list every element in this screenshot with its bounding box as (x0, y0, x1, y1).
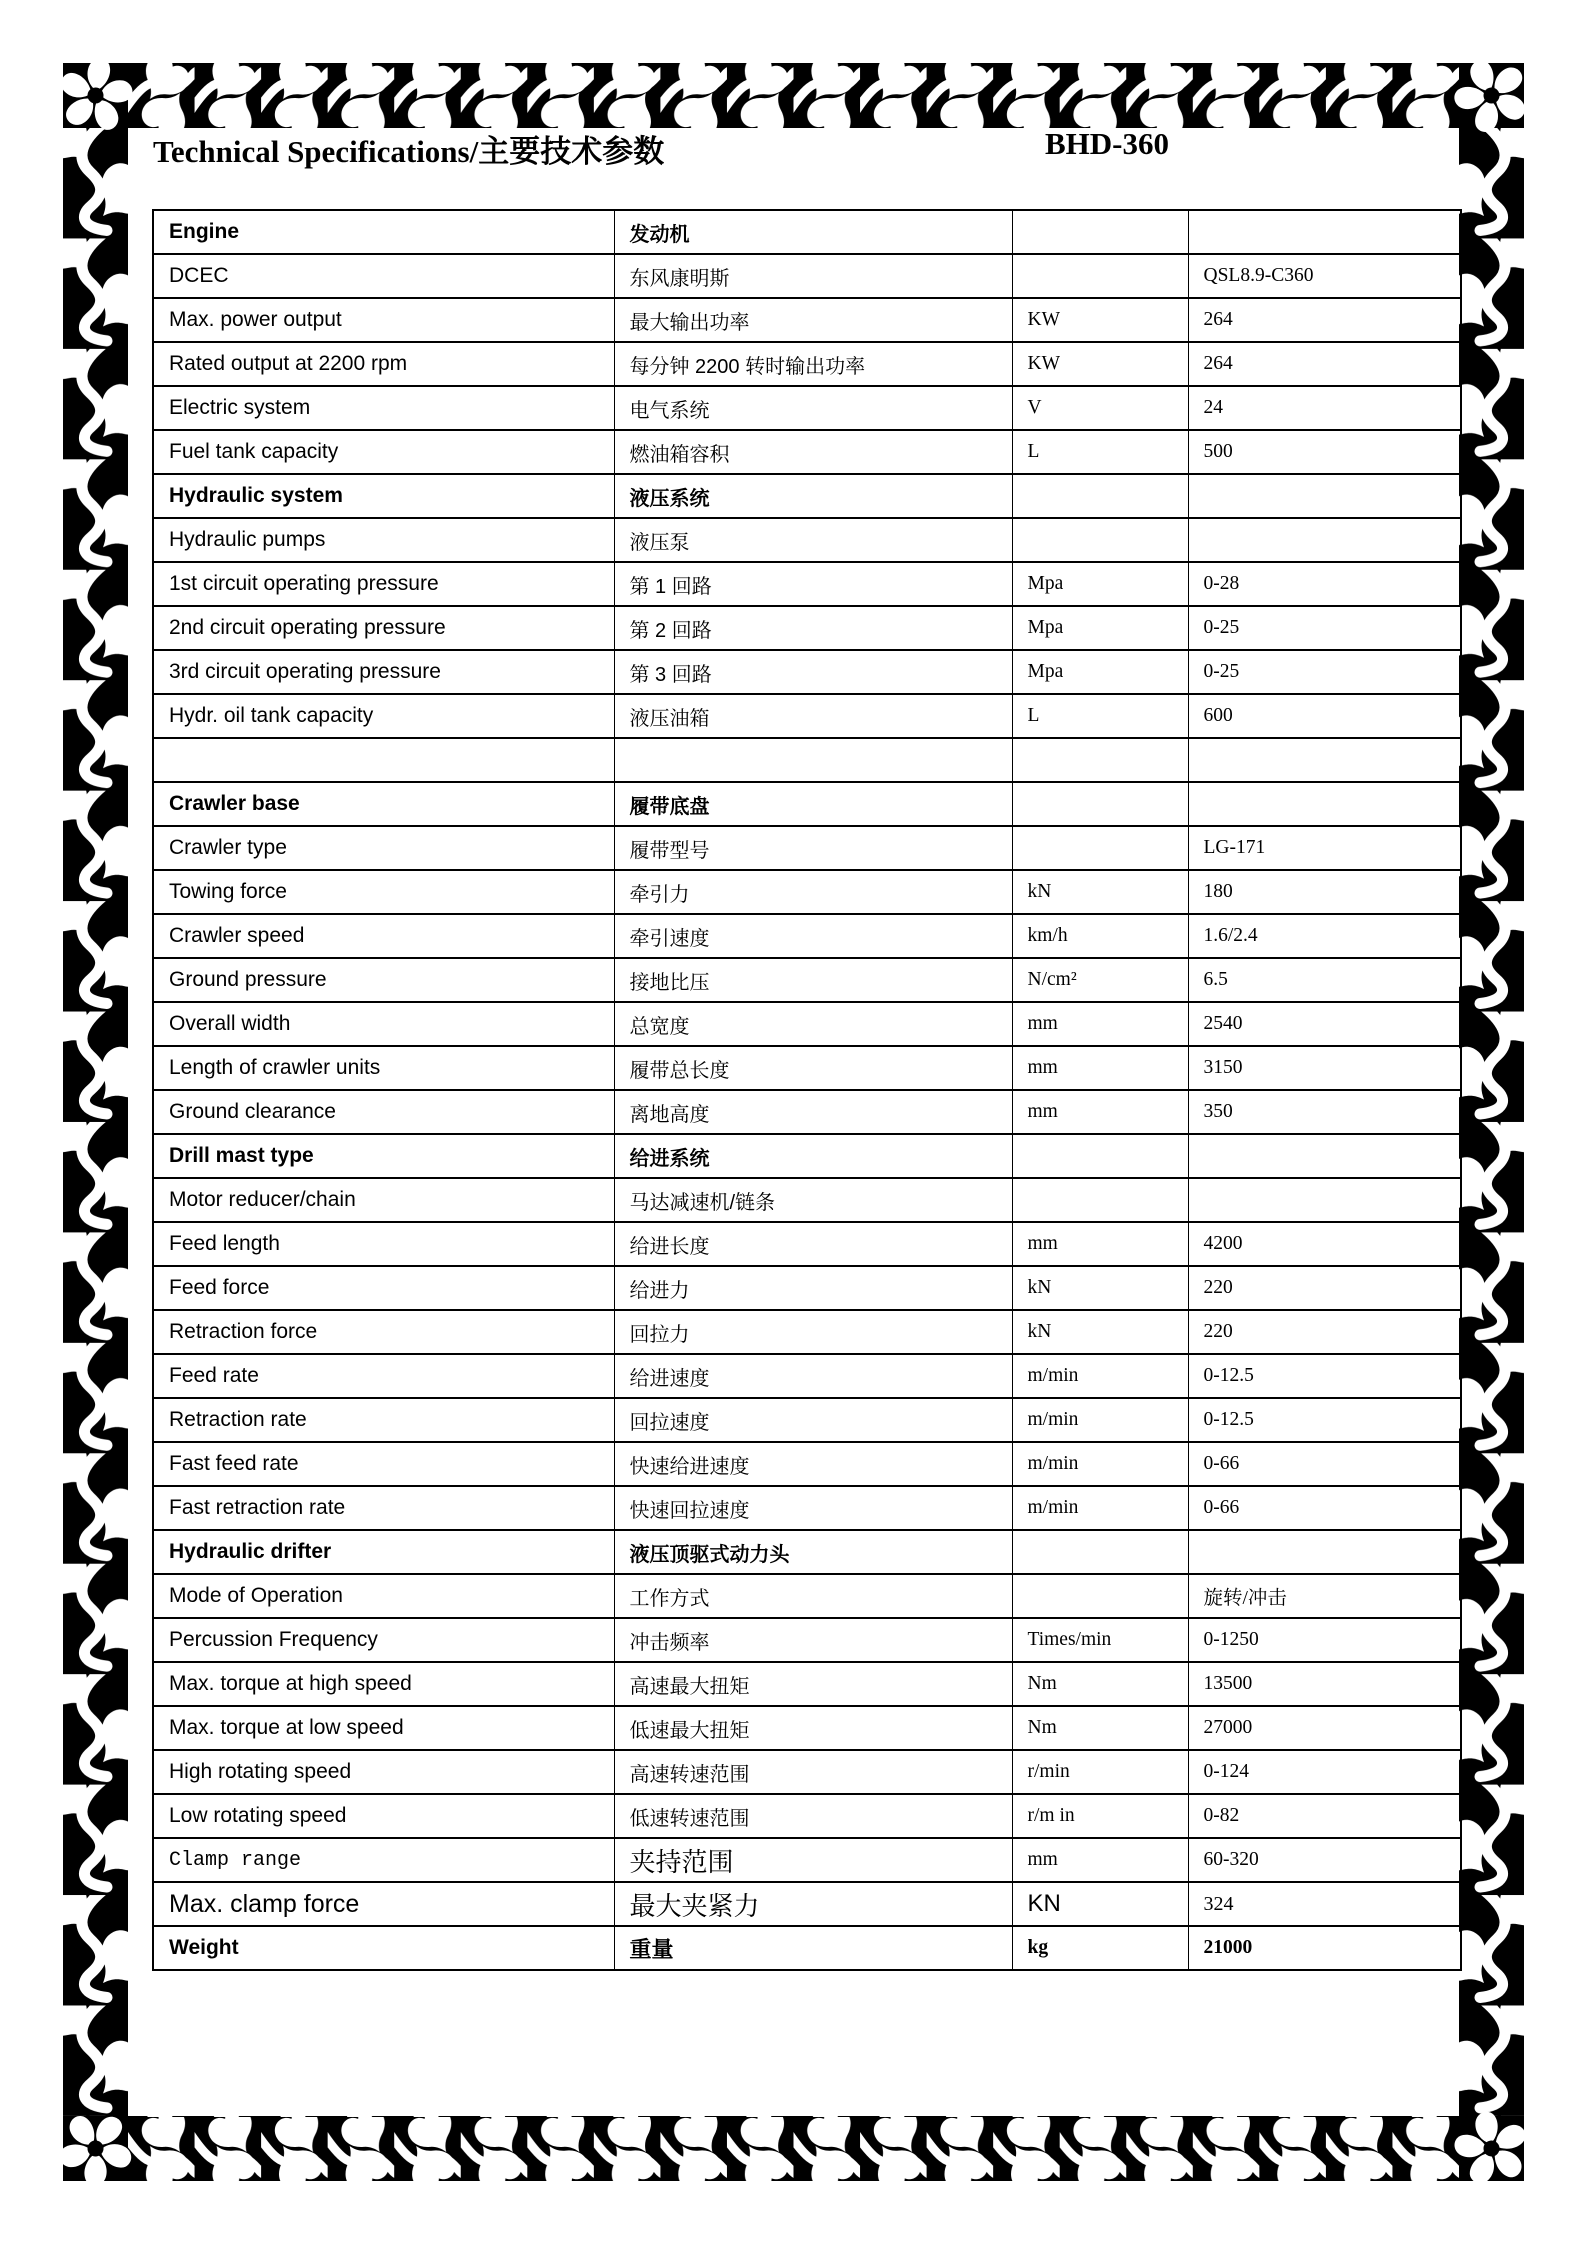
table-row (153, 738, 1461, 782)
spec-unit: Mpa (1012, 606, 1188, 650)
spec-table (152, 209, 1462, 1971)
spec-unit (1012, 782, 1188, 826)
spec-unit: mm (1012, 1222, 1188, 1266)
spec-unit: mm (1012, 1046, 1188, 1090)
spec-unit: V (1012, 386, 1188, 430)
spec-name-zh: 冲击频率 (614, 1618, 1012, 1662)
spec-name-en: Electric system (153, 386, 614, 430)
spec-value: 264 (1188, 298, 1461, 342)
spec-unit: km/h (1012, 914, 1188, 958)
spec-name-en: 2nd circuit operating pressure (153, 606, 614, 650)
table-row (153, 1266, 1461, 1310)
spec-value: 0-12.5 (1188, 1354, 1461, 1398)
table-row (153, 826, 1461, 870)
spec-name-zh: 第 2 回路 (614, 606, 1012, 650)
spec-name-en: Fast feed rate (153, 1442, 614, 1486)
spec-unit: Mpa (1012, 650, 1188, 694)
spec-name-zh: 第 3 回路 (614, 650, 1012, 694)
spec-unit: r/m in (1012, 1794, 1188, 1838)
spec-name-en: Max. clamp force (153, 1882, 614, 1926)
table-row (153, 1794, 1461, 1838)
spec-value: LG-171 (1188, 826, 1461, 870)
table-row (153, 694, 1461, 738)
spec-name-zh: 液压顶驱式动力头 (614, 1530, 1012, 1574)
spec-name-en: Feed rate (153, 1354, 614, 1398)
spec-unit: mm (1012, 1838, 1188, 1882)
spec-unit (1012, 1134, 1188, 1178)
table-row (153, 870, 1461, 914)
table-row (153, 562, 1461, 606)
spec-name-en: Length of crawler units (153, 1046, 614, 1090)
spec-value: 350 (1188, 1090, 1461, 1134)
table-row (153, 782, 1461, 826)
spec-unit: L (1012, 694, 1188, 738)
spec-name-zh: 高速最大扭矩 (614, 1662, 1012, 1706)
spec-unit: Mpa (1012, 562, 1188, 606)
spec-value: 324 (1188, 1882, 1461, 1926)
spec-unit: Times/min (1012, 1618, 1188, 1662)
table-row (153, 1530, 1461, 1574)
spec-unit (1012, 474, 1188, 518)
spec-unit: KN (1012, 1882, 1188, 1926)
spec-unit (1012, 210, 1188, 254)
spec-name-zh: 工作方式 (614, 1574, 1012, 1618)
spec-name-en: Hydraulic pumps (153, 518, 614, 562)
table-row (153, 254, 1461, 298)
spec-unit: kg (1012, 1926, 1188, 1970)
spec-name-en: Fuel tank capacity (153, 430, 614, 474)
spec-name-zh: 总宽度 (614, 1002, 1012, 1046)
spec-value: 0-1250 (1188, 1618, 1461, 1662)
spec-value: 1.6/2.4 (1188, 914, 1461, 958)
spec-name-zh: 给进系统 (614, 1134, 1012, 1178)
table-row (153, 1706, 1461, 1750)
table-row (153, 1750, 1461, 1794)
table-row (153, 1354, 1461, 1398)
spec-unit (1012, 826, 1188, 870)
table-row (153, 1222, 1461, 1266)
spec-unit: Nm (1012, 1662, 1188, 1706)
spec-name-zh: 液压泵 (614, 518, 1012, 562)
spec-value (1188, 210, 1461, 254)
spec-name-en: DCEC (153, 254, 614, 298)
spec-unit: mm (1012, 1002, 1188, 1046)
table-row (153, 474, 1461, 518)
spec-name-en: Retraction rate (153, 1398, 614, 1442)
spec-name-en: Overall width (153, 1002, 614, 1046)
spec-name-en: Towing force (153, 870, 614, 914)
table-row (153, 1574, 1461, 1618)
spec-name-zh: 离地高度 (614, 1090, 1012, 1134)
spec-unit: KW (1012, 298, 1188, 342)
spec-unit: L (1012, 430, 1188, 474)
table-row (153, 1618, 1461, 1662)
border-left-band (63, 128, 128, 2116)
spec-name-en: Crawler base (153, 782, 614, 826)
spec-name-zh: 牵引速度 (614, 914, 1012, 958)
spec-value (1188, 782, 1461, 826)
spec-name-zh: 夹持范围 (614, 1838, 1012, 1882)
table-row (153, 298, 1461, 342)
spec-value: 220 (1188, 1310, 1461, 1354)
table-row (153, 1398, 1461, 1442)
spec-unit: r/min (1012, 1750, 1188, 1794)
spec-name-zh: 液压系统 (614, 474, 1012, 518)
spec-name-en: Crawler speed (153, 914, 614, 958)
spec-name-zh: 低速最大扭矩 (614, 1706, 1012, 1750)
spec-name-en: Fast retraction rate (153, 1486, 614, 1530)
spec-value: 264 (1188, 342, 1461, 386)
table-row (153, 1926, 1461, 1970)
table-row (153, 1046, 1461, 1090)
spec-name-zh: 回拉力 (614, 1310, 1012, 1354)
spec-value: 13500 (1188, 1662, 1461, 1706)
model-number: BHD-360 (1045, 126, 1169, 161)
spec-name-zh: 第 1 回路 (614, 562, 1012, 606)
table-row (153, 1838, 1461, 1882)
spec-unit: m/min (1012, 1398, 1188, 1442)
spec-name-en: 3rd circuit operating pressure (153, 650, 614, 694)
spec-name-zh: 回拉速度 (614, 1398, 1012, 1442)
spec-name-zh: 每分钟 2200 转时输出功率 (614, 342, 1012, 386)
corner-flower-icon (1442, 47, 1541, 144)
spec-unit: kN (1012, 1310, 1188, 1354)
spec-name-zh: 履带底盘 (614, 782, 1012, 826)
table-row (153, 1134, 1461, 1178)
spec-table-body (153, 210, 1461, 1970)
spec-value: QSL8.9-C360 (1188, 254, 1461, 298)
table-row (153, 1662, 1461, 1706)
spec-value (1188, 518, 1461, 562)
spec-value: 旋转/冲击 (1188, 1574, 1461, 1618)
spec-value (1188, 1178, 1461, 1222)
spec-name-en: Percussion Frequency (153, 1618, 614, 1662)
spec-unit (1012, 738, 1188, 782)
table-row (153, 386, 1461, 430)
spec-name-en: Engine (153, 210, 614, 254)
spec-value (1188, 1134, 1461, 1178)
spec-value: 0-66 (1188, 1442, 1461, 1486)
table-row (153, 210, 1461, 254)
table-row (153, 1002, 1461, 1046)
spec-name-en: Feed length (153, 1222, 614, 1266)
spec-unit: KW (1012, 342, 1188, 386)
spec-name-zh: 电气系统 (614, 386, 1012, 430)
spec-value: 500 (1188, 430, 1461, 474)
spec-value: 220 (1188, 1266, 1461, 1310)
spec-name-zh: 低速转速范围 (614, 1794, 1012, 1838)
spec-unit: m/min (1012, 1354, 1188, 1398)
spec-value (1188, 474, 1461, 518)
spec-name-en: Retraction force (153, 1310, 614, 1354)
spec-name-en: Rated output at 2200 rpm (153, 342, 614, 386)
table-row (153, 1090, 1461, 1134)
border-right-band (1459, 128, 1524, 2116)
spec-name-en: Mode of Operation (153, 1574, 614, 1618)
spec-unit (1012, 1530, 1188, 1574)
spec-value: 27000 (1188, 1706, 1461, 1750)
spec-unit: kN (1012, 870, 1188, 914)
spec-name-en: Clamp range (153, 1838, 614, 1882)
table-row (153, 342, 1461, 386)
spec-name-zh: 履带总长度 (614, 1046, 1012, 1090)
spec-value: 0-124 (1188, 1750, 1461, 1794)
spec-name-zh: 燃油箱容积 (614, 430, 1012, 474)
spec-value: 0-82 (1188, 1794, 1461, 1838)
spec-name-en: Drill mast type (153, 1134, 614, 1178)
spec-value (1188, 738, 1461, 782)
spec-name-en: 1st circuit operating pressure (153, 562, 614, 606)
spec-name-en: Crawler type (153, 826, 614, 870)
spec-name-zh: 重量 (614, 1926, 1012, 1970)
table-row (153, 958, 1461, 1002)
spec-name-zh: 给进速度 (614, 1354, 1012, 1398)
spec-name-zh: 马达减速机/链条 (614, 1178, 1012, 1222)
spec-unit: kN (1012, 1266, 1188, 1310)
spec-name-en: Max. power output (153, 298, 614, 342)
spec-value: 0-25 (1188, 650, 1461, 694)
spec-name-zh: 给进长度 (614, 1222, 1012, 1266)
spec-name-en: Low rotating speed (153, 1794, 614, 1838)
spec-name-en: High rotating speed (153, 1750, 614, 1794)
spec-name-zh (614, 738, 1012, 782)
spec-value: 60-320 (1188, 1838, 1461, 1882)
spec-name-zh: 东风康明斯 (614, 254, 1012, 298)
spec-name-zh: 给进力 (614, 1266, 1012, 1310)
spec-name-zh: 最大输出功率 (614, 298, 1012, 342)
spec-value: 0-25 (1188, 606, 1461, 650)
spec-name-zh: 履带型号 (614, 826, 1012, 870)
spec-name-zh: 液压油箱 (614, 694, 1012, 738)
spec-unit: m/min (1012, 1442, 1188, 1486)
table-row (153, 606, 1461, 650)
spec-name-zh: 快速回拉速度 (614, 1486, 1012, 1530)
spec-value: 6.5 (1188, 958, 1461, 1002)
table-row (153, 1178, 1461, 1222)
spec-name-en: Ground pressure (153, 958, 614, 1002)
table-row (153, 914, 1461, 958)
spec-name-en: Max. torque at low speed (153, 1706, 614, 1750)
page-title: Technical Specifications/主要技术参数 (153, 134, 665, 169)
table-row (153, 1882, 1461, 1926)
spec-unit (1012, 518, 1188, 562)
spec-value: 0-66 (1188, 1486, 1461, 1530)
spec-unit: N/cm² (1012, 958, 1188, 1002)
spec-unit (1012, 1574, 1188, 1618)
border-bottom-band (63, 2116, 1524, 2181)
spec-name-en: Hydraulic system (153, 474, 614, 518)
spec-unit (1012, 1178, 1188, 1222)
spec-value: 24 (1188, 386, 1461, 430)
spec-unit: Nm (1012, 1706, 1188, 1750)
table-row (153, 1442, 1461, 1486)
spec-name-en: Motor reducer/chain (153, 1178, 614, 1222)
spec-name-en: Feed force (153, 1266, 614, 1310)
spec-name-zh: 快速给进速度 (614, 1442, 1012, 1486)
table-row (153, 650, 1461, 694)
spec-name-en: Ground clearance (153, 1090, 614, 1134)
spec-name-zh: 高速转速范围 (614, 1750, 1012, 1794)
table-row (153, 1486, 1461, 1530)
spec-name-zh: 接地比压 (614, 958, 1012, 1002)
spec-name-zh: 牵引力 (614, 870, 1012, 914)
border-top-band (63, 63, 1524, 128)
table-row (153, 518, 1461, 562)
spec-value: 4200 (1188, 1222, 1461, 1266)
spec-unit (1012, 254, 1188, 298)
spec-unit: mm (1012, 1090, 1188, 1134)
spec-name-en (153, 738, 614, 782)
spec-value: 21000 (1188, 1926, 1461, 1970)
spec-value: 0-28 (1188, 562, 1461, 606)
table-row (153, 430, 1461, 474)
spec-value: 3150 (1188, 1046, 1461, 1090)
spec-name-en: Weight (153, 1926, 614, 1970)
spec-name-zh: 最大夹紧力 (614, 1882, 1012, 1926)
spec-value: 180 (1188, 870, 1461, 914)
spec-name-en: Hydraulic drifter (153, 1530, 614, 1574)
spec-value: 2540 (1188, 1002, 1461, 1046)
table-row (153, 1310, 1461, 1354)
spec-unit: m/min (1012, 1486, 1188, 1530)
spec-value (1188, 1530, 1461, 1574)
spec-name-en: Max. torque at high speed (153, 1662, 614, 1706)
spec-value: 600 (1188, 694, 1461, 738)
spec-name-en: Hydr. oil tank capacity (153, 694, 614, 738)
spec-value: 0-12.5 (1188, 1398, 1461, 1442)
spec-name-zh: 发动机 (614, 210, 1012, 254)
